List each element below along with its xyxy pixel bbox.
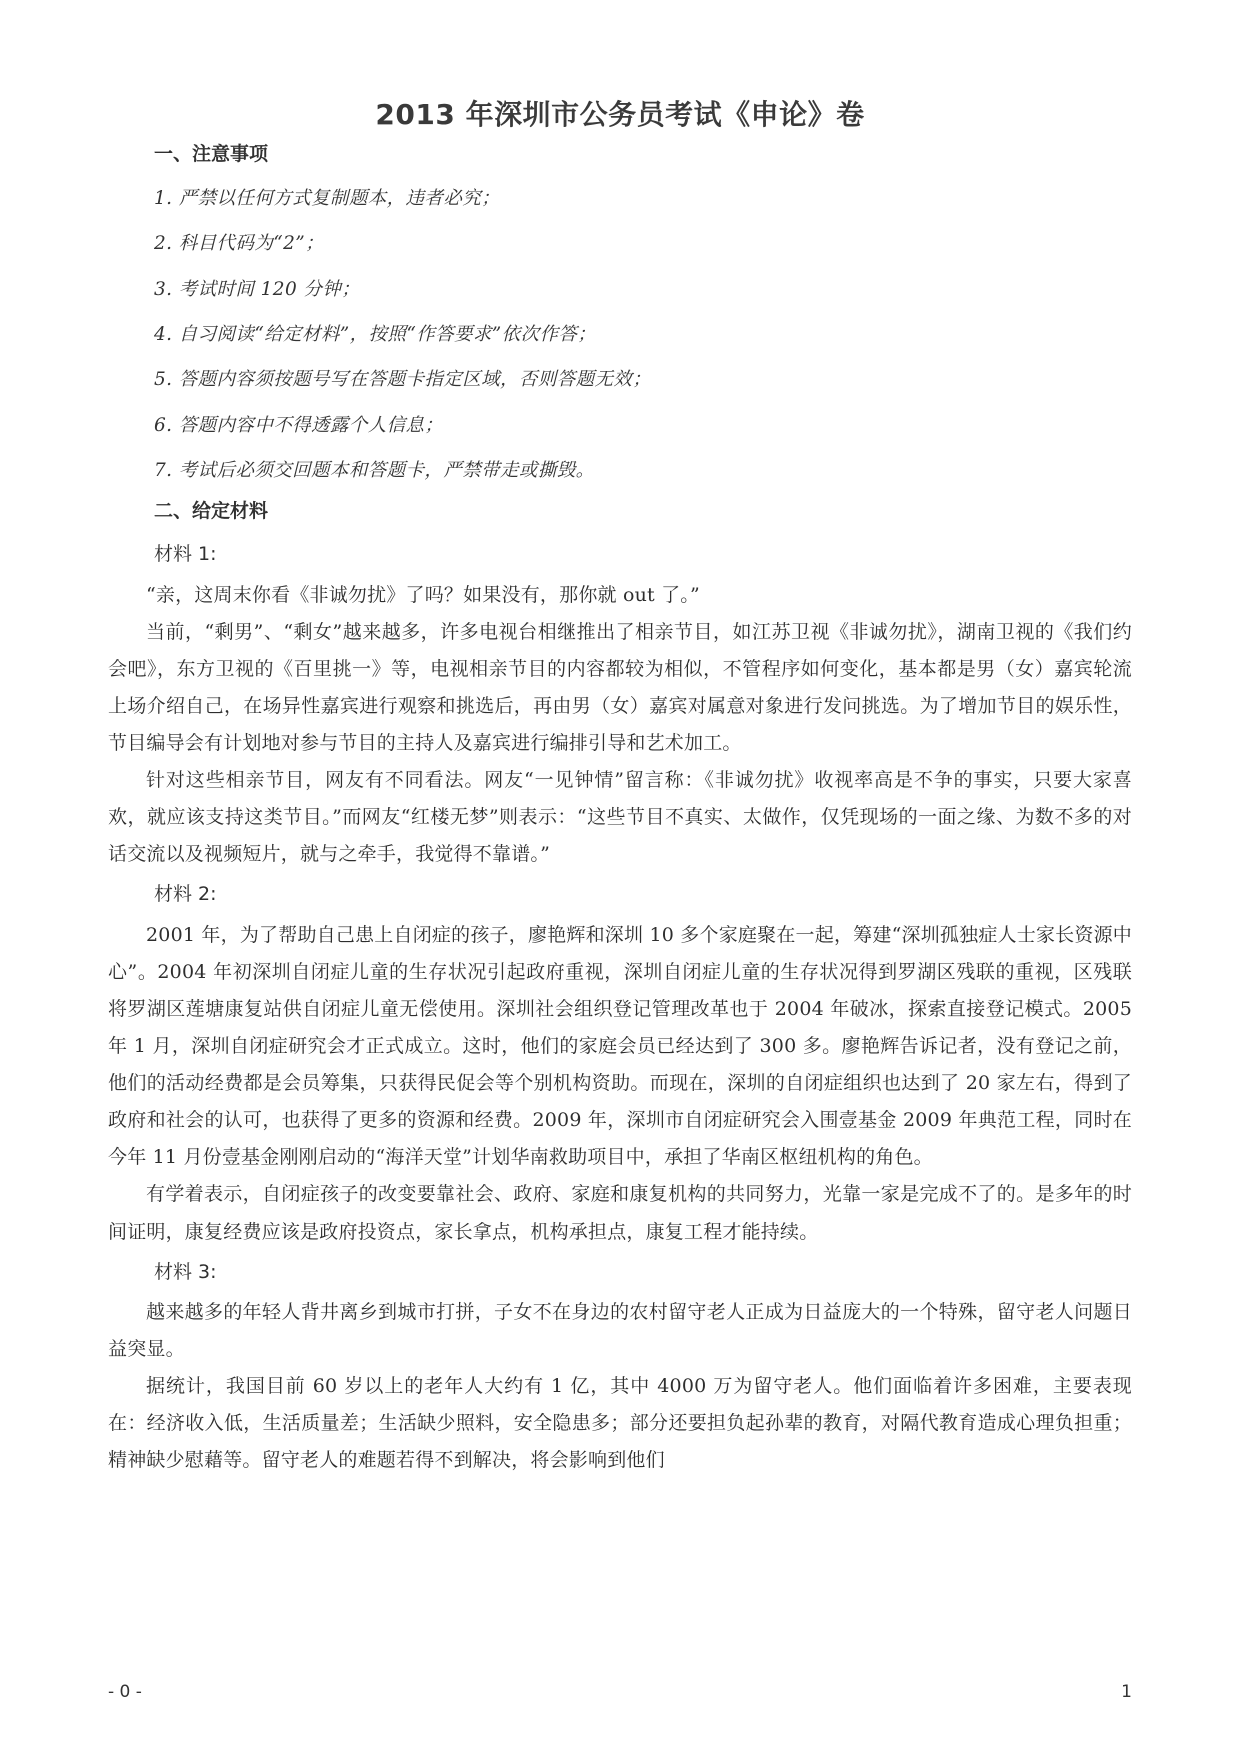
notice-item: 5. 答题内容须按题号写在答题卡指定区域，否则答题无效；	[154, 369, 652, 391]
materials-section	[108, 493, 1132, 1479]
material-label: 材料 3:	[154, 1260, 217, 1283]
notice-item: 1. 严禁以任何方式复制题本，违者必究；	[154, 188, 501, 210]
material-paragraph: “亲，这周末你看《非诚勿扰》了吗？如果没有，那你就 out 了。”	[146, 584, 700, 607]
material-paragraph: 当前，“剩男”、“剩女”越来越多，许多电视台相继推出了相亲节目，如江苏卫视《非诚勿扰》，湖南卫视的《我们约会吧》，东方卫视的《百里挑一》等，电视相亲节目的内容都较为相似，不管程序如何变化，基本都是男（女）嘉宾轮流上场介绍自己，在场异性嘉宾进行观察和挑选后，再由男（女）嘉宾对属意对象进行发问挑选。为了增加节目的娱乐性，节目编导会有计划地对参与节目的主持人及嘉宾进行编排引导和艺术加工。	[108, 621, 1132, 755]
notice-item: 2. 科目代码为“2”；	[154, 233, 325, 255]
notice-list	[108, 176, 1132, 493]
footer-left-marker: - 0 -	[108, 1682, 142, 1702]
material-paragraph: 2001 年，为了帮助自己患上自闭症的孩子，廖艳辉和深圳 10 多个家庭聚在一起，筹建“深圳孤独症人士家长资源中心”。2004 年初深圳自闭症儿童的生存状况引起政府重视，深圳自闭症儿童的生存状况得到罗湖区残联的重视，区残联将罗湖区莲塘康复站供自闭症儿童无偿使用。深圳社会组织登记管理改革也于 2004 年破冰，探索直接登记模式。2005 年 1 月，深圳自闭症研究会才正式成立。这时，他们的家庭会员已经达到了 300 多。廖艳辉告诉记者，没有登记之前，他们的活动经费都是会员筹集，只获得民促会等个别机构资助。而现在，深圳的自闭症组织也达到了 20 家左右，得到了政府和社会的认可，也获得了更多的资源和经费。2009 年，深圳市自闭症研究会入围壹基金 2009 年典范工程，同时在今年 11 月份壹基金刚刚启动的“海洋天堂”计划华南救助项目中，承担了华南区枢纽机构的角色。	[108, 924, 1132, 1169]
material-block	[108, 533, 1132, 873]
notice-item: 6. 答题内容中不得透露个人信息；	[154, 414, 444, 436]
material-label: 材料 1:	[154, 543, 217, 566]
notice-item: 3. 考试时间 120 分钟；	[154, 278, 361, 300]
materials-section-heading: 二、给定材料	[154, 500, 269, 523]
notice-section	[108, 136, 1132, 493]
material-block	[108, 873, 1132, 1250]
notice-item: 4. 自习阅读“给定材料”，按照“作答要求”依次作答；	[154, 324, 597, 346]
notice-section-heading: 一、注意事项	[154, 143, 269, 165]
material-paragraph: 据统计，我国目前 60 岁以上的老年人大约有 1 亿，其中 4000 万为留守老人。他们面临着许多困难，主要表现在：经济收入低，生活质量差；生活缺少照料，安全隐患多；部分还要担负起孙辈的教育，对隔代教育造成心理负担重；精神缺少慰藉等。留守老人的难题若得不到解决，将会影响到他们	[108, 1375, 1132, 1472]
material-label: 材料 2:	[154, 883, 217, 906]
page-number: 1	[1121, 1682, 1132, 1702]
notice-item: 7. 考试后必须交回题本和答题卡，严禁带走或撕毁。	[154, 459, 595, 481]
material-block	[108, 1251, 1132, 1480]
page-footer	[108, 1682, 1132, 1708]
material-paragraph: 有学着表示，自闭症孩子的改变要靠社会、政府、家庭和康复机构的共同努力，光靠一家是完成不了的。是多年的时间证明，康复经费应该是政府投资点，家长拿点，机构承担点，康复工程才能持续。	[108, 1183, 1132, 1243]
material-paragraph: 针对这些相亲节目，网友有不同看法。网友“一见钟情”留言称：《非诚勿扰》收视率高是不争的事实，只要大家喜欢，就应该支持这类节目。”而网友“红楼无梦”则表示：“这些节目不真实、太做作，仅凭现场的一面之缘、为数不多的对话交流以及视频短片，就与之牵手，我觉得不靠谱。”	[108, 769, 1132, 866]
page-title: 2013 年深圳市公务员考试《申论》卷	[375, 98, 865, 131]
material-paragraph: 越来越多的年轻人背井离乡到城市打拼，子女不在身边的农村留守老人正成为日益庞大的一个特殊，留守老人问题日益突显。	[108, 1301, 1132, 1361]
